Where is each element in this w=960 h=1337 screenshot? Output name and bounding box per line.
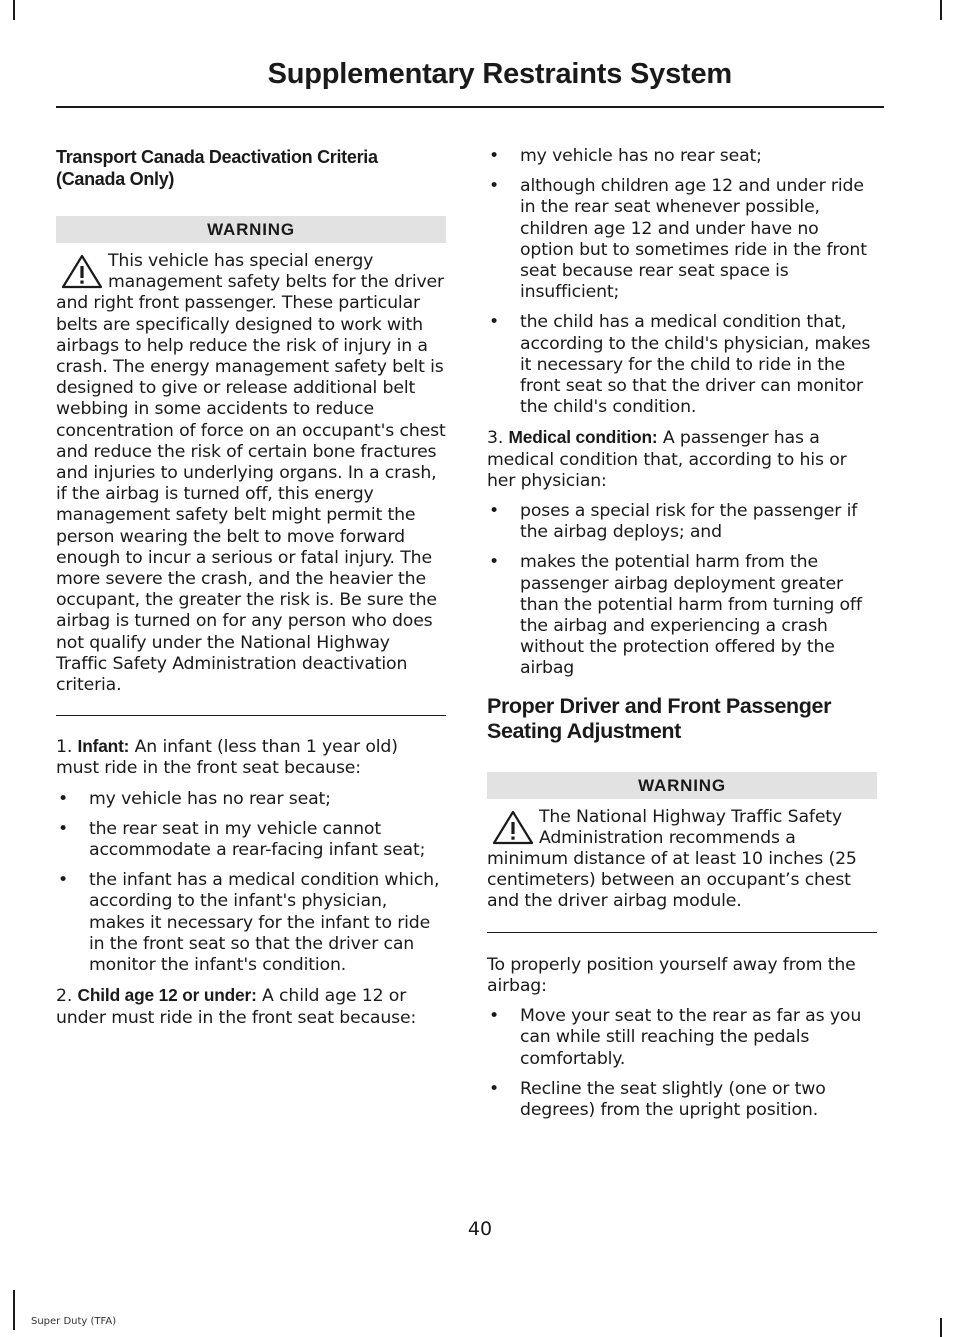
page-header-title: Supplementary Restraints System xyxy=(267,58,732,90)
warning-body xyxy=(56,251,446,716)
list-item: • the child has a medical condition that, according to the child's physician, makes it necessary for the child to ride in the front seat so that the driver can monitor the child's condition. xyxy=(487,312,877,418)
left-column xyxy=(56,146,446,1038)
item-label-child: Child age 12 or under: xyxy=(77,985,257,1006)
warning-label: WARNING xyxy=(56,216,446,243)
right-column xyxy=(487,146,877,1130)
list-item: • my vehicle has no rear seat; xyxy=(487,146,877,167)
bullet-list-infant xyxy=(56,789,446,977)
item-number: 2. xyxy=(56,986,73,1007)
list-item: • makes the potential harm from the passenger airbag deployment greater than the potential harm from turning off the airbag and experiencing a crash without the protection offered by the airbag xyxy=(487,552,877,679)
bullet-list-positioning xyxy=(487,1006,877,1121)
list-item: • the infant has a medical condition which, according to the infant's physician, makes it necessary for the infant to ride in the front seat so that the driver can monitor the infant's condition. xyxy=(56,870,446,976)
list-item-child xyxy=(56,985,446,1028)
warning-text: This vehicle has special energy management safety belts for the driver and right front passenger. These particular belts are specifically designed to work with airbags to help reduce the risk of injury in a crash. The energy management safety belt is designed to give or release additional belt webbing in some accidents to reduce concentration of force on an occupant's chest and reduce the risk of certain bone fractures and injuries to underlying organs. In a crash, if the airbag is turned off, this energy management safety belt might permit the person wearing the belt to move forward enough to incur a serious or fatal injury. The more severe the crash, and the heavier the occupant, the greater the risk is. Be sure the airbag is turned on for any person who does not qualify under the National Highway Traffic Safety Administration deactivation criteria. xyxy=(56,251,446,696)
item-number: 3. xyxy=(487,428,504,449)
warning-triangle-icon xyxy=(56,254,108,290)
list-item: • although children age 12 and under ride in the rear seat whenever possible, children age 12 and under have no option but to sometimes ride in the front seat because rear seat space is insufficient; xyxy=(487,176,877,303)
bullet-list-child xyxy=(487,146,877,418)
item-number: 1. xyxy=(56,737,73,758)
warning-box xyxy=(487,772,877,933)
crop-mark xyxy=(13,0,15,20)
list-item-medical xyxy=(487,427,877,492)
item-label-infant: Infant: xyxy=(77,736,130,757)
list-item-infant xyxy=(56,736,446,779)
warning-text: The National Highway Traffic Safety Administration recommends a minimum distance of at least 10 inches (25 centimeters) between an occupant’s chest and the driver airbag module. xyxy=(487,806,857,912)
item-text: A child age 12 or under must ride in the front seat because: xyxy=(56,986,417,1028)
page-number: 40 xyxy=(467,1218,493,1240)
footer-text: Super Duty (TFA) xyxy=(31,1316,117,1327)
list-item: • Move your seat to the rear as far as you can while still reaching the pedals comfortably. xyxy=(487,1006,877,1070)
list-item: • Recline the seat slightly (one or two degrees) from the upright position. xyxy=(487,1079,877,1121)
crop-mark xyxy=(940,0,942,20)
header-divider xyxy=(56,106,884,108)
warning-box xyxy=(56,216,446,716)
list-item: • my vehicle has no rear seat; xyxy=(56,789,446,810)
crop-mark xyxy=(13,1290,15,1330)
warning-triangle-icon xyxy=(487,810,539,846)
item-text: A passenger has a medical condition that, according to his or her physician: xyxy=(487,428,847,491)
list-item: • poses a special risk for the passenger if the airbag deploys; and xyxy=(487,501,877,543)
section-heading-transport-canada: Transport Canada Deactivation Criteria (Canada Only) xyxy=(56,147,378,189)
section-heading-seating-adjustment: Proper Driver and Front Passenger Seating Adjustment xyxy=(487,693,832,743)
intro-paragraph: To properly position yourself away from the airbag: xyxy=(487,954,856,996)
warning-label: WARNING xyxy=(487,772,877,799)
list-item: • the rear seat in my vehicle cannot accommodate a rear-facing infant seat; xyxy=(56,819,446,861)
item-label-medical: Medical condition: xyxy=(508,427,658,448)
item-text: An infant (less than 1 year old) must ride in the front seat because: xyxy=(56,737,398,779)
crop-mark xyxy=(940,1318,942,1337)
warning-body xyxy=(487,807,877,933)
bullet-list-medical xyxy=(487,501,877,680)
